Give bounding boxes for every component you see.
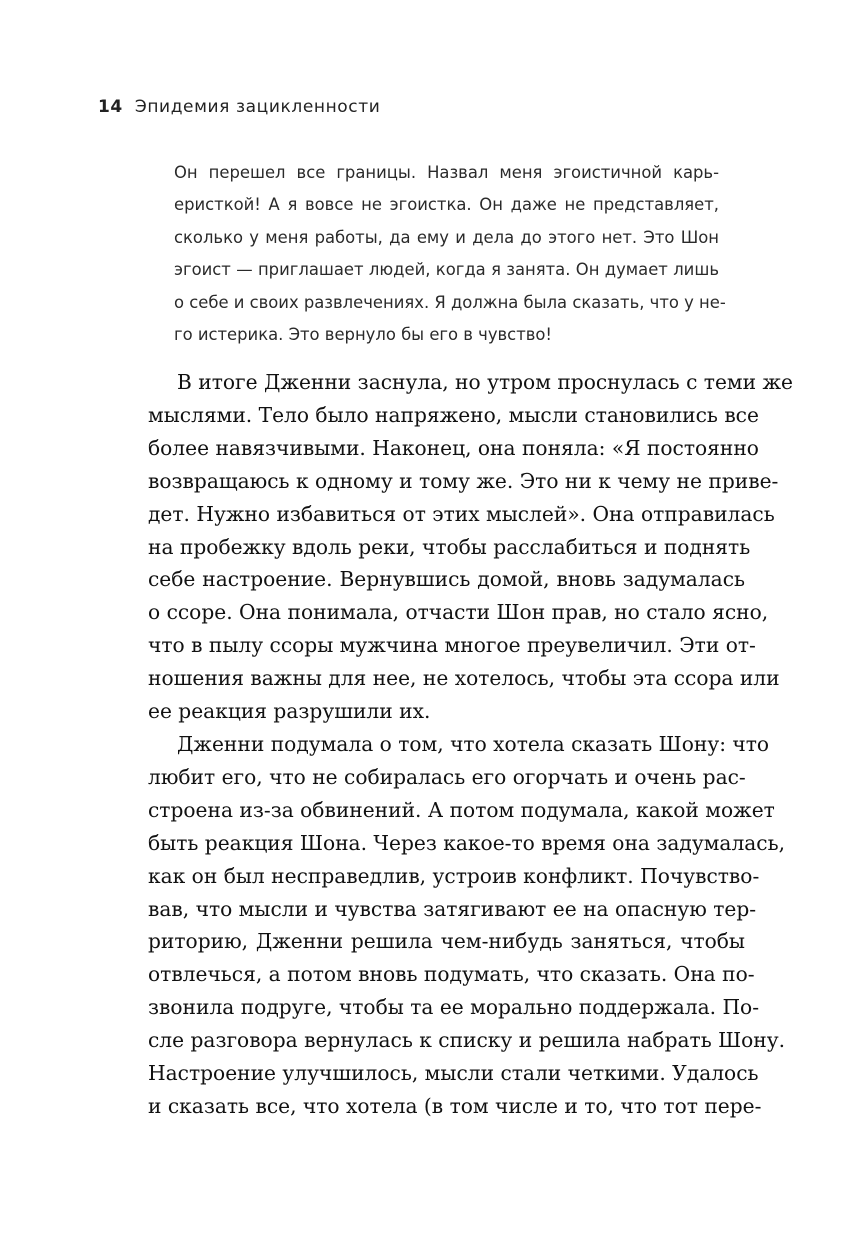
body-line: звонила подруге, чтобы та ее морально поддержала. По-	[148, 995, 760, 1020]
quoted-thoughts-block	[174, 157, 726, 351]
body-line: Настроение улучшилось, мысли стали четкими. Удалось	[148, 1061, 759, 1086]
body-line: мыслями. Тело было напряжено, мысли становились все	[148, 402, 759, 427]
body-line: Дженни подумала о том, что хотела сказать Шону: что	[177, 731, 770, 756]
chapter-title: Эпидемия зацикленности	[134, 97, 381, 117]
body-line: ношения важны для нее, не хотелось, чтобы эта ссора или	[148, 666, 780, 691]
body-line: вав, что мысли и чувства затягивают ее на опасную тер-	[148, 896, 757, 921]
body-line: сле разговора вернулась к списку и решила набрать Шону.	[148, 1028, 786, 1053]
body-line: как он был несправедлив, устроив конфликт. Почувство-	[148, 863, 760, 888]
body-line: быть реакция Шона. Через какое-то время она задумалась,	[148, 830, 786, 855]
quote-line: Он перешел все границы. Назвал меня эгоистичной карь-	[174, 163, 719, 182]
page-number: 14	[98, 97, 123, 117]
body-line: дет. Нужно избавиться от этих мыслей». Она отправилась	[148, 501, 775, 526]
body-line: строена из-за обвинений. А потом подумала, какой может	[148, 797, 775, 822]
body-line: отвлечься, а потом вновь подумать, что сказать. Она по-	[148, 962, 755, 987]
body-line: себе настроение. Вернувшись домой, вновь задумалась	[148, 567, 745, 592]
body-line: что в пылу ссоры мужчина многое преувеличил. Эти от-	[148, 633, 756, 658]
body-line: более навязчивыми. Наконец, она поняла: «Я постоянно	[148, 435, 759, 460]
quote-line: о себе и своих развлечениях. Я должна была сказать, что у не-	[174, 292, 726, 312]
body-line: риторию, Дженни решила чем-нибудь заняться, чтобы	[148, 929, 745, 954]
body-line: любит его, что не собиралась его огорчать и очень рас-	[148, 764, 746, 789]
quote-line: эгоист — приглашает людей, когда я занята. Он думает лишь	[174, 260, 719, 280]
body-line: о ссоре. Она понимала, отчасти Шон прав, но стало ясно,	[148, 600, 769, 625]
body-line: ее реакция разрушили их.	[148, 699, 431, 724]
quote-line: го истерика. Это вернуло бы его в чувство!	[174, 325, 553, 345]
body-line: и сказать все, что хотела (в том числе и то, что тот пере-	[148, 1093, 762, 1118]
body-text	[148, 366, 794, 1123]
quote-line: сколько у меня работы, да ему и дела до этого нет. Это Шон	[174, 227, 719, 247]
body-line: возвращаюсь к одному и тому же. Это ни к чему не приве-	[148, 468, 779, 493]
quote-line: еристкой! А я вовсе не эгоистка. Он даже не представляет,	[174, 195, 719, 215]
body-line: В итоге Дженни заснула, но утром проснулась с теми же	[177, 370, 794, 394]
body-line: на пробежку вдоль реки, чтобы расслабиться и поднять	[148, 534, 751, 559]
running-head	[98, 97, 380, 117]
